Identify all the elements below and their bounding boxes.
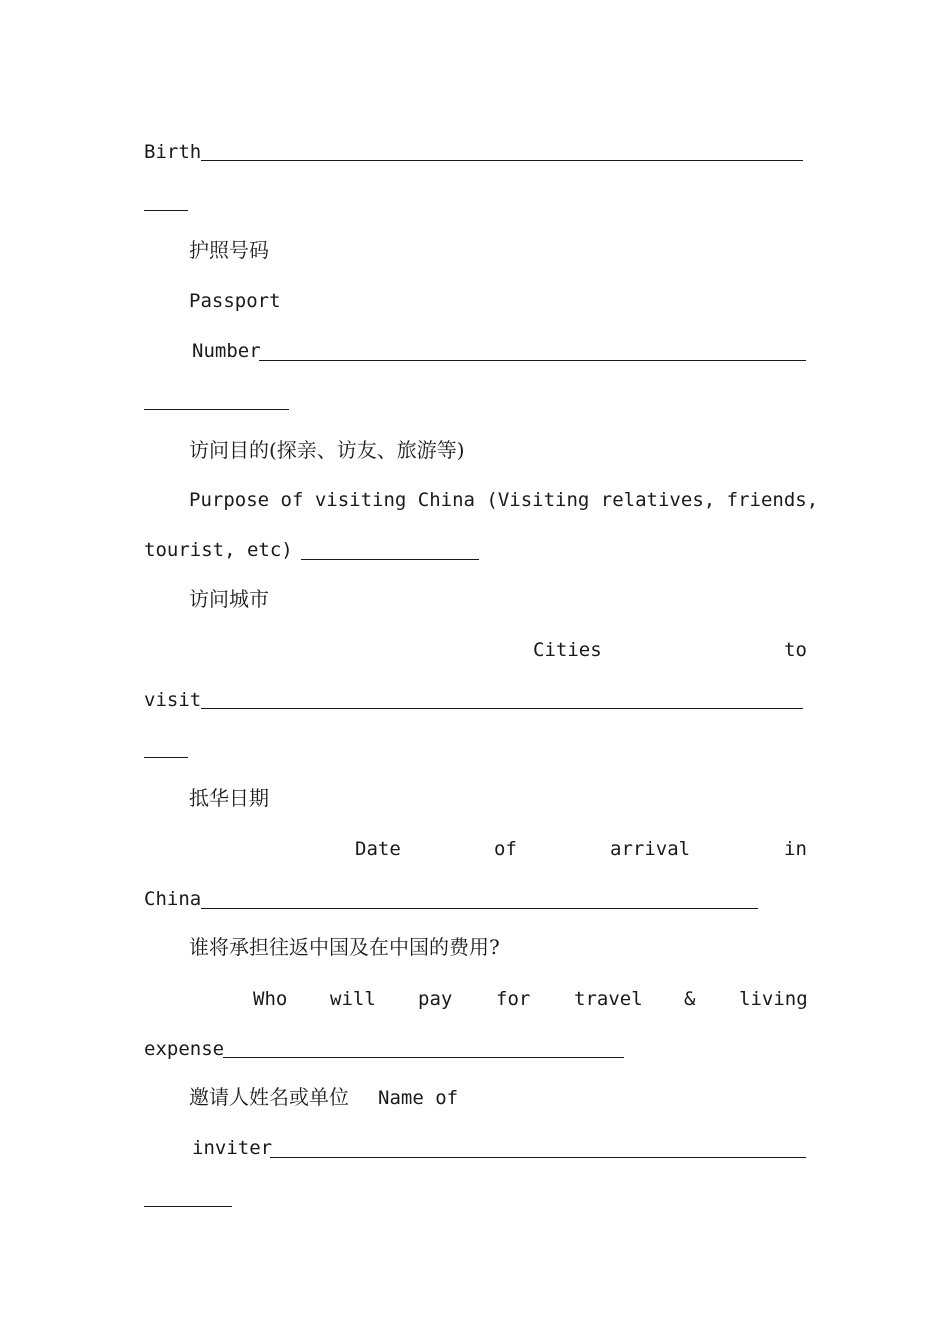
cities-cn-label: 访问城市 — [189, 587, 269, 611]
purpose-cn-label: 访问目的(探亲、访友、旅游等) — [189, 438, 465, 462]
passport-en-label: Passport — [189, 290, 281, 312]
for-word: for — [496, 988, 531, 1010]
passport-cn-label: 护照号码 — [189, 238, 269, 262]
number-label: Number — [192, 340, 261, 362]
of-word: of — [494, 838, 517, 860]
passport-blank-line-cont — [144, 409, 289, 410]
ampersand-word: & — [684, 988, 696, 1010]
living-word: living — [739, 988, 808, 1010]
travel-word: travel — [574, 988, 643, 1010]
china-label: China — [144, 888, 202, 910]
cities-blank-line[interactable] — [201, 708, 803, 709]
purpose-blank-line[interactable] — [301, 559, 479, 560]
arrival-cn-label: 抵华日期 — [189, 786, 269, 810]
payer-blank-line[interactable] — [223, 1057, 624, 1058]
inviter-label: inviter — [192, 1137, 273, 1159]
passport-blank-line[interactable] — [259, 360, 806, 361]
inviter-cn-label: 邀请人姓名或单位 — [189, 1085, 349, 1109]
birth-blank-line-cont — [144, 210, 188, 211]
date-word: Date — [355, 838, 401, 860]
cities-word: Cities — [533, 639, 602, 661]
pay-word: pay — [418, 988, 453, 1010]
inviter-blank-line-cont — [144, 1206, 232, 1207]
visit-label: visit — [144, 689, 202, 711]
arrival-word: arrival — [610, 838, 691, 860]
who-word: Who — [253, 988, 288, 1010]
name-of-label: Name of — [378, 1087, 459, 1109]
cities-blank-line-cont — [144, 757, 188, 758]
payer-cn-label: 谁将承担往返中国及在中国的费用? — [189, 935, 500, 959]
birth-blank-line[interactable] — [201, 160, 803, 161]
arrival-blank-line[interactable] — [201, 908, 758, 909]
purpose-en-label-cont: tourist, etc) — [144, 539, 293, 561]
inviter-blank-line[interactable] — [270, 1157, 806, 1158]
in-word: in — [784, 838, 807, 860]
to-word: to — [784, 639, 807, 661]
expense-label: expense — [144, 1038, 225, 1060]
birth-label: Birth — [144, 141, 202, 163]
purpose-en-label: Purpose of visiting China (Visiting relatives, friends, — [189, 489, 819, 511]
will-word: will — [330, 988, 376, 1010]
